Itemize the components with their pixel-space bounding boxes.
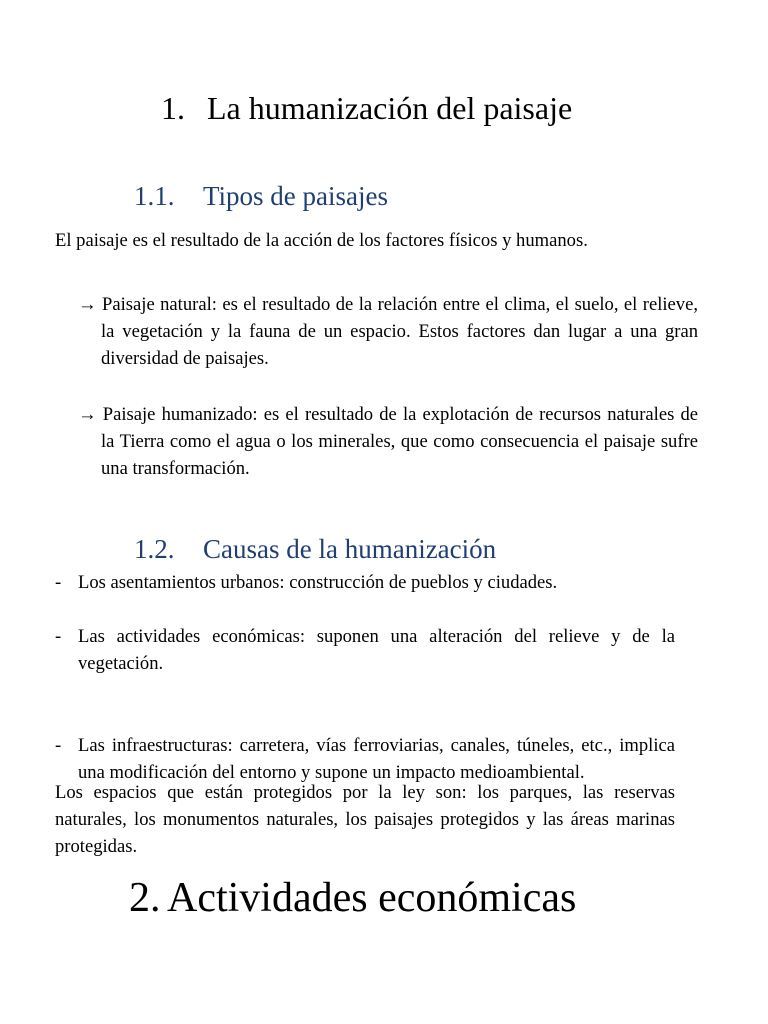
bullet-text: Paisaje humanizado: es el resultado de la explotación de recursos naturales de la Tierra como el agua o los minerales, que como consecuencia el paisaje sufre una transformación.: [101, 404, 698, 479]
section-2-number: 2.: [129, 875, 161, 921]
arrow-icon: →: [78, 294, 97, 315]
section-2-heading: [129, 872, 576, 924]
bullet-text: Paisaje natural: es el resultado de la relación entre el clima, el suelo, el relieve, la vegetación y la fauna de un espacio. Estos factores dan lugar a una gran diversidad de paisajes.: [101, 294, 698, 369]
section-1-title: La humanización del paisaje: [207, 90, 573, 126]
dash-marker: -: [55, 572, 62, 593]
bullet-paisaje-humanizado: [78, 401, 698, 482]
subsection-1-2-title: Causas de la humanización: [203, 534, 497, 564]
list-item-text: Las infraestructuras: carretera, vías ferroviarias, canales, túneles, etc., implica una modificación del entorno y supone un impacto medioambiental.: [78, 735, 675, 783]
list-item: [55, 569, 675, 596]
subsection-1-2-heading: [134, 532, 496, 566]
bullet-paisaje-natural: [78, 291, 698, 372]
list-item-text: Los asentamientos urbanos: construcción de pueblos y ciudades.: [78, 572, 558, 593]
subsection-1-1-number: 1.1.: [134, 181, 175, 211]
subsection-1-1-title: Tipos de paisajes: [203, 181, 389, 211]
protected-spaces-paragraph: Los espacios que están protegidos por la ley son: los parques, las reservas naturales, los monumentos naturales, los paisajes protegidos y las áreas marinas protegidas.: [55, 782, 675, 857]
dash-marker: -: [55, 735, 62, 756]
section-2-title: Actividades económicas: [167, 875, 577, 921]
list-item-text: Las actividades económicas: suponen una alteración del relieve y de la vegetación.: [78, 626, 675, 674]
dash-marker: -: [55, 626, 62, 647]
subsection-1-2-number: 1.2.: [134, 534, 175, 564]
section-1-number: 1.: [161, 90, 185, 126]
arrow-icon: →: [78, 404, 97, 425]
intro-paragraph: El paisaje es el resultado de la acción de los factores físicos y humanos.: [55, 230, 588, 251]
subsection-1-1-heading: [134, 179, 388, 213]
list-item: [55, 732, 675, 786]
list-item: [55, 623, 675, 677]
section-1-heading: [161, 88, 572, 128]
